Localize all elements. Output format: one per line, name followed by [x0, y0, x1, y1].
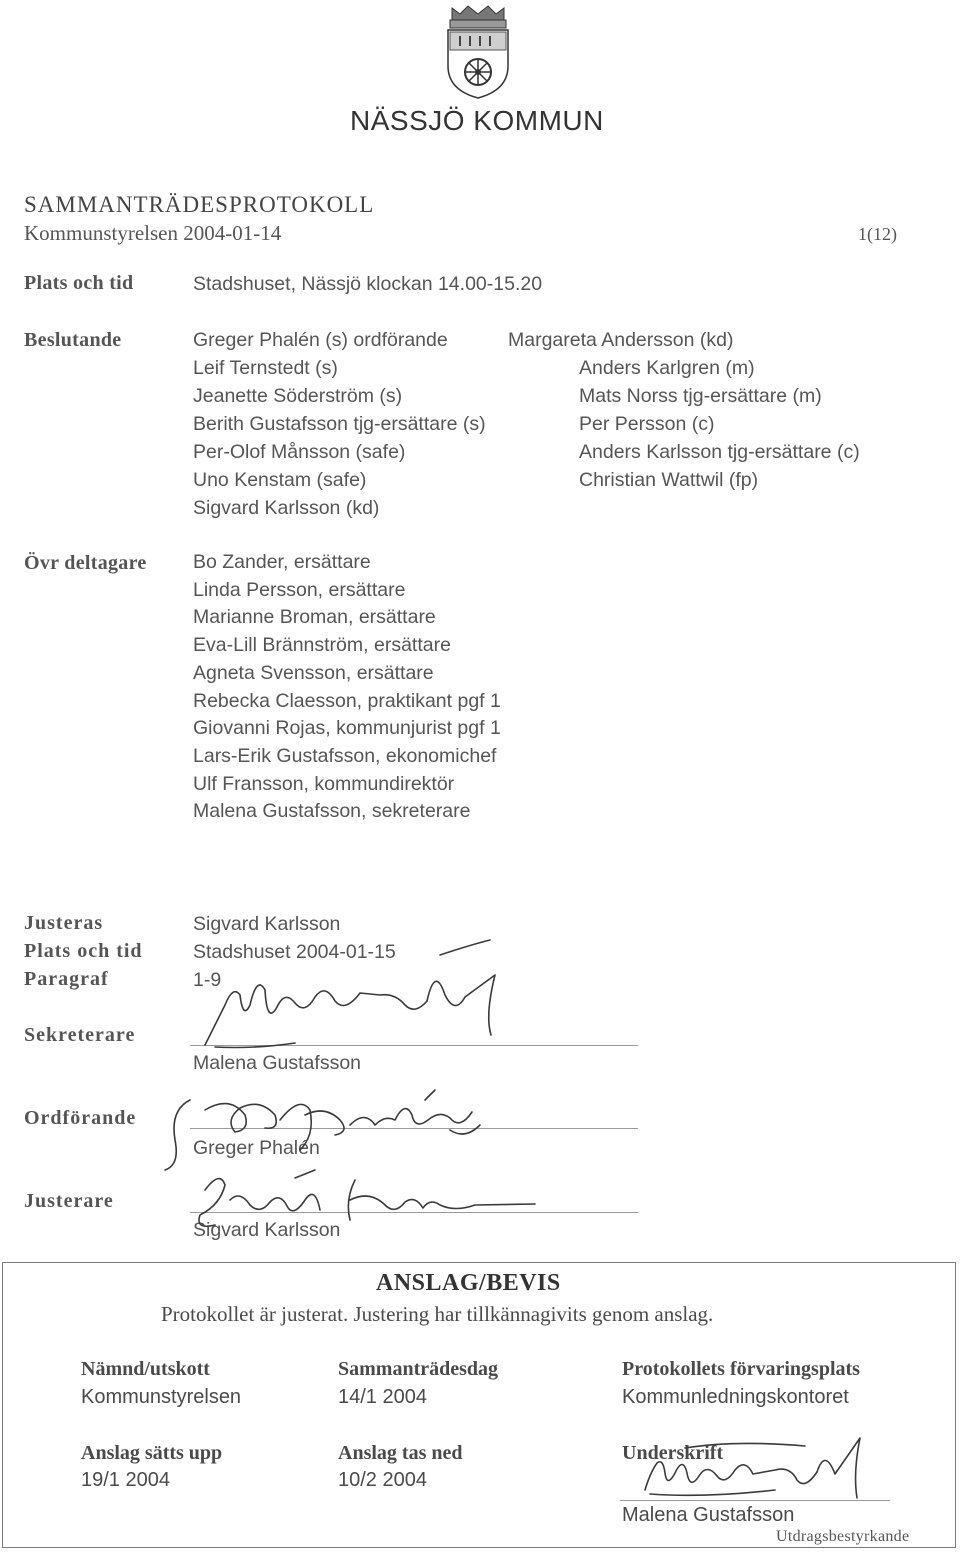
posted-label: Anslag sätts upp [81, 1442, 223, 1464]
removed-value: 10/2 2004 [338, 1469, 427, 1491]
participant: Linda Persson, ersättare [193, 578, 406, 601]
storage-value: Kommunledningskontoret [622, 1386, 849, 1408]
deciding-right-list [579, 354, 860, 494]
deciding-member: Leif Ternstedt (s) [193, 357, 338, 379]
deciding-member: Anders Karlsson tjg-ersättare (c) [579, 441, 860, 463]
place-time-label: Plats och tid [24, 272, 134, 294]
deciding-member: Mats Norss tjg-ersättare (m) [579, 385, 822, 407]
adjuster-name: Sigvard Karlsson [193, 1219, 341, 1241]
paragraf-value: 1-9 [193, 969, 222, 991]
deciding-member: Per-Olof Månsson (safe) [193, 441, 406, 463]
committee-label: Nämnd/utskott [81, 1358, 210, 1380]
justeras-label: Justeras [24, 912, 104, 934]
org-name: NÄSSJÖ KOMMUN [350, 105, 604, 136]
notice-signature-name: Malena Gustafsson [622, 1504, 795, 1526]
removed-label: Anslag tas ned [338, 1442, 463, 1464]
page-number: 1(12) [858, 224, 897, 244]
chair-name: Greger Phalén [193, 1137, 320, 1159]
participant: Agneta Svensson, ersättare [193, 661, 434, 684]
adjust-place-label: Plats och tid [24, 940, 143, 962]
participant: Giovanni Rojas, kommunjurist pgf 1 [193, 717, 501, 740]
chair-label: Ordförande [24, 1107, 137, 1129]
others-label: Övr deltagare [24, 552, 147, 574]
adjuster-signature [175, 1160, 635, 1240]
signature-label: Underskrift [622, 1442, 724, 1464]
posted-value: 19/1 2004 [81, 1469, 170, 1491]
adjuster-label: Justerare [24, 1190, 114, 1212]
deciding-member: Christian Wattwil (fp) [579, 469, 759, 491]
deciding-member: Jeanette Söderström (s) [193, 385, 403, 407]
participant: Bo Zander, ersättare [193, 551, 371, 573]
deciding-member: Sigvard Karlsson (kd) [193, 497, 380, 519]
certified-copy-label: Utdragsbestyrkande [776, 1528, 910, 1545]
protocol-subtitle: Kommunstyrelsen 2004-01-14 [24, 221, 282, 245]
committee-value: Kommunstyrelsen [81, 1386, 242, 1408]
others-list [193, 549, 501, 826]
notice-title: ANSLAG/BEVIS [376, 1270, 561, 1296]
place-time-value: Stadshuset, Nässjö klockan 14.00-15.20 [193, 273, 543, 295]
participant: Ulf Fransson, kommundirektör [193, 772, 455, 795]
paragraf-label: Paragraf [24, 968, 109, 990]
secretary-label: Sekreterare [24, 1024, 136, 1046]
notice-signature [625, 1418, 885, 1503]
deciding-label: Beslutande [24, 329, 122, 351]
secretary-signature [195, 935, 655, 1055]
deciding-member: Uno Kenstam (safe) [193, 469, 367, 491]
deciding-right-first: Margareta Andersson (kd) [508, 329, 734, 351]
participant: Rebecka Claesson, praktikant pgf 1 [193, 689, 501, 712]
coat-of-arms-wheel-icon [438, 4, 518, 100]
participant: Eva-Lill Brännström, ersättare [193, 634, 451, 657]
participant: Marianne Broman, ersättare [193, 606, 436, 629]
adjust-place-value: Stadshuset 2004-01-15 [193, 941, 396, 963]
deciding-member: Greger Phalén (s) ordförande [193, 329, 448, 351]
deciding-member: Anders Karlgren (m) [579, 357, 755, 379]
secretary-name: Malena Gustafsson [193, 1052, 362, 1074]
participant: Malena Gustafsson, sekreterare [193, 800, 471, 823]
notice-text: Protokollet är justerat. Justering har tillkännagivits genom anslag. [161, 1302, 714, 1326]
participant: Lars-Erik Gustafsson, ekonomichef [193, 744, 497, 767]
meeting-date-label: Sammanträdesdag [338, 1358, 499, 1380]
justeras-value: Sigvard Karlsson [193, 913, 341, 935]
deciding-member: Berith Gustafsson tjg-ersättare (s) [193, 413, 486, 435]
deciding-left-list [193, 326, 486, 522]
storage-label: Protokollets förvaringsplats [622, 1358, 860, 1380]
deciding-member: Per Persson (c) [579, 413, 715, 435]
meeting-date-value: 14/1 2004 [338, 1386, 427, 1408]
protocol-title: SAMMANTRÄDESPROTOKOLL [24, 192, 375, 217]
